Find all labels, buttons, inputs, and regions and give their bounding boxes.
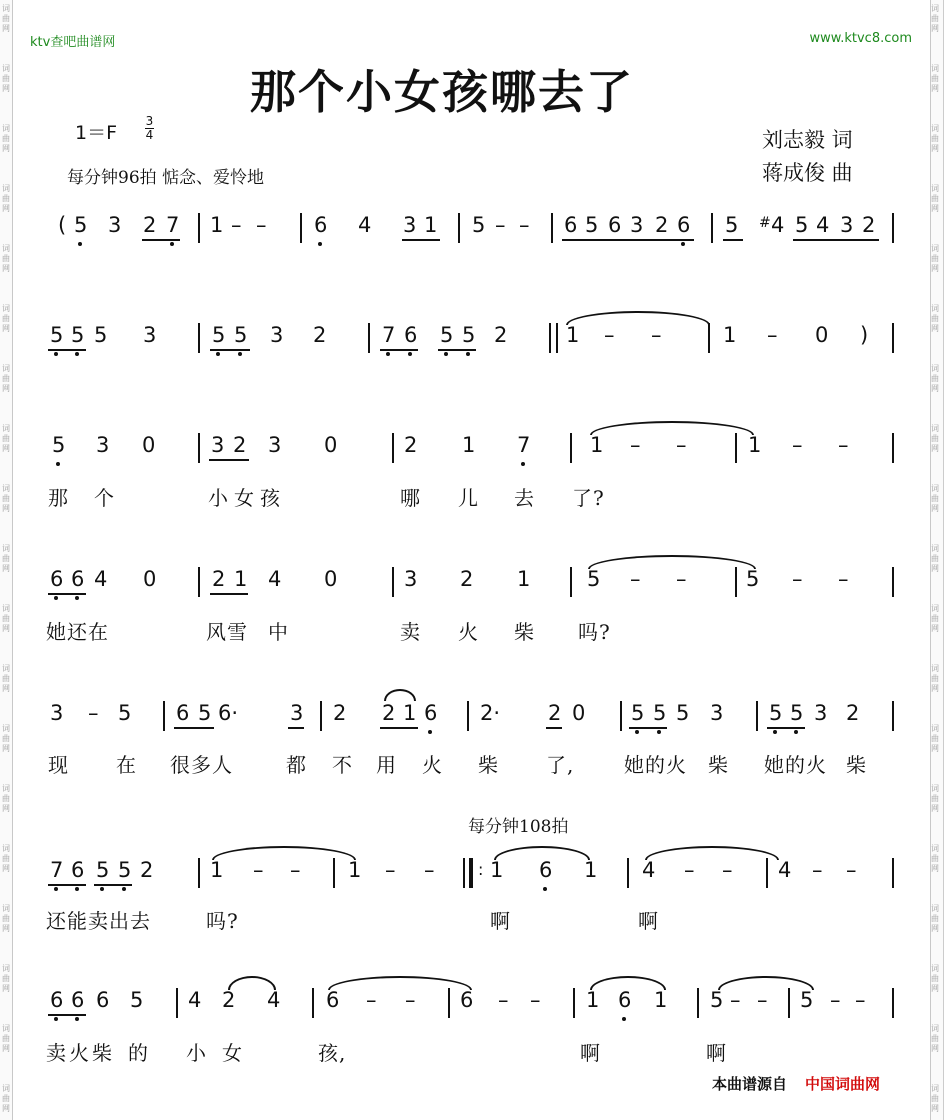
watermark-glyph: 网 — [931, 684, 939, 693]
lyric-word: 儿 — [458, 486, 479, 510]
watermark-glyph: 词 — [2, 604, 10, 613]
lyric-word: 小 — [186, 1041, 207, 1065]
watermark-glyph: 曲 — [2, 374, 10, 383]
score-line-1: ( 5 3 2 7 1 – – 6 4 3 1 5 – – 6 5 6 3 2 6 5 # 4 5 4 3 2 — [0, 213, 944, 243]
watermark-glyph: 词 — [2, 664, 10, 673]
lyric-word: 中 — [268, 620, 289, 644]
watermark-glyph: 网 — [931, 624, 939, 633]
watermark-glyph: 曲 — [2, 974, 10, 983]
score-line-6: 7 6 5 5 2 1 – – 1 – – : 1 6 1 4 – – 4 – – — [0, 858, 944, 888]
lyric-word: 女 — [222, 1041, 243, 1065]
watermark-glyph: 词 — [2, 124, 10, 133]
watermark-glyph: 曲 — [931, 434, 939, 443]
watermark-glyph: 词 — [931, 844, 939, 853]
watermark-glyph: 曲 — [2, 194, 10, 203]
watermark-glyph: 词 — [2, 364, 10, 373]
watermark-glyph: 词 — [2, 424, 10, 433]
watermark-glyph: 网 — [2, 1104, 10, 1113]
lyric-word: 了, — [546, 753, 575, 777]
lyric-word: 吗? — [578, 620, 611, 644]
tempo-marking: 每分钟96拍 惦念、爱怜地 — [67, 168, 265, 188]
watermark-glyph: 曲 — [2, 494, 10, 503]
lyric-word: 卖 — [400, 620, 421, 644]
watermark-glyph: 词 — [2, 304, 10, 313]
watermark-glyph: 曲 — [2, 674, 10, 683]
watermark-glyph: 词 — [931, 1024, 939, 1033]
source-label: 本曲谱源自 — [712, 1075, 788, 1093]
watermark-glyph: 网 — [931, 384, 939, 393]
watermark-glyph: 词 — [931, 364, 939, 373]
watermark-glyph: 词 — [2, 4, 10, 13]
watermark-glyph: 曲 — [931, 494, 939, 503]
lyric-word: 孩, — [318, 1041, 347, 1065]
watermark-glyph: 曲 — [2, 434, 10, 443]
watermark-glyph: 曲 — [2, 314, 10, 323]
watermark-glyph: 网 — [931, 564, 939, 573]
watermark-glyph: 曲 — [931, 734, 939, 743]
lyric-word: 现 — [48, 753, 69, 777]
watermark-glyph: 曲 — [931, 14, 939, 23]
watermark-glyph: 网 — [2, 504, 10, 513]
watermark-glyph: 网 — [931, 204, 939, 213]
watermark-glyph: 网 — [931, 1104, 939, 1113]
watermark-glyph: 曲 — [931, 1034, 939, 1043]
source-credit — [712, 1073, 880, 1094]
watermark-glyph: 曲 — [931, 854, 939, 863]
watermark-glyph: 词 — [931, 904, 939, 913]
watermark-glyph: 网 — [931, 804, 939, 813]
watermark-glyph: 曲 — [2, 914, 10, 923]
watermark-glyph: 网 — [2, 564, 10, 573]
composer-credit: 蒋成俊 曲 — [762, 161, 853, 185]
watermark-glyph: 曲 — [931, 194, 939, 203]
watermark-glyph: 曲 — [2, 1094, 10, 1103]
source-site-link[interactable]: 中国词曲网 — [805, 1075, 881, 1093]
lyric-word: 了? — [572, 486, 605, 510]
watermark-glyph: 词 — [2, 544, 10, 553]
watermark-glyph: 词 — [931, 784, 939, 793]
watermark-glyph: 曲 — [2, 1034, 10, 1043]
lyric-word: 风雪 — [206, 620, 248, 644]
score-line-5: 3 – 5 6 5 6· 3 2 2 1 6 2· 2 0 5 5 5 3 5 5 3 2 — [0, 701, 944, 731]
watermark-glyph: 曲 — [931, 254, 939, 263]
watermark-glyph: 曲 — [2, 14, 10, 23]
watermark-glyph: 曲 — [931, 614, 939, 623]
watermark-glyph: 网 — [931, 864, 939, 873]
lyric-word: 她还在 — [46, 620, 109, 644]
watermark-glyph: 曲 — [931, 974, 939, 983]
watermark-glyph: 曲 — [931, 314, 939, 323]
watermark-glyph: 词 — [931, 184, 939, 193]
watermark-glyph: 网 — [2, 24, 10, 33]
watermark-glyph: 词 — [2, 244, 10, 253]
watermark-glyph: 网 — [2, 924, 10, 933]
watermark-glyph: 词 — [2, 904, 10, 913]
lyric-word: 卖火柴 — [46, 1041, 115, 1065]
watermark-glyph: 曲 — [2, 614, 10, 623]
watermark-glyph: 曲 — [931, 674, 939, 683]
lyric-word: 那 — [48, 486, 69, 510]
watermark-glyph: 网 — [2, 264, 10, 273]
key-signature: 1＝F — [75, 122, 118, 144]
watermark-glyph: 词 — [931, 424, 939, 433]
watermark-glyph: 曲 — [2, 794, 10, 803]
lyric-word: 哪 — [400, 486, 421, 510]
watermark-glyph: 网 — [2, 1044, 10, 1053]
lyric-word: 都 — [286, 753, 307, 777]
watermark-glyph: 网 — [931, 924, 939, 933]
lyric-word: 她的火 — [764, 753, 827, 777]
lyric-word: 她的火 — [624, 753, 687, 777]
watermark-glyph: 词 — [2, 484, 10, 493]
watermark-glyph: 词 — [2, 64, 10, 73]
lyric-word: 柴 — [708, 753, 729, 777]
lyric-word: 柴 — [846, 753, 867, 777]
lyric-word: 火 — [458, 620, 479, 644]
time-signature: 3 4 — [145, 114, 154, 142]
watermark-glyph: 网 — [931, 24, 939, 33]
watermark-glyph: 曲 — [2, 74, 10, 83]
lyric-word: 很多人 — [170, 753, 233, 777]
watermark-glyph: 网 — [931, 324, 939, 333]
watermark-glyph: 网 — [2, 144, 10, 153]
lyric-word: 啊 — [580, 1041, 601, 1065]
watermark-glyph: 词 — [931, 64, 939, 73]
lyric-word: 啊 — [638, 909, 659, 933]
watermark-glyph: 词 — [931, 664, 939, 673]
watermark-glyph: 曲 — [2, 734, 10, 743]
lyric-word: 小女孩 — [208, 486, 286, 510]
watermark-glyph: 词 — [2, 964, 10, 973]
lyric-word: 啊 — [706, 1041, 727, 1065]
watermark-glyph: 词 — [931, 604, 939, 613]
song-title: 那个小女孩哪去了 — [250, 65, 634, 119]
lyric-word: 吗? — [206, 909, 239, 933]
lyric-word: 柴 — [514, 620, 535, 644]
watermark-glyph: 网 — [931, 144, 939, 153]
watermark-glyph: 网 — [931, 1044, 939, 1053]
watermark-glyph: 曲 — [931, 554, 939, 563]
watermark-glyph: 词 — [2, 1024, 10, 1033]
watermark-glyph: 词 — [2, 184, 10, 193]
watermark-glyph: 词 — [931, 544, 939, 553]
watermark-glyph: 词 — [931, 1084, 939, 1093]
watermark-glyph: 曲 — [931, 914, 939, 923]
watermark-glyph: 网 — [2, 804, 10, 813]
watermark-glyph: 网 — [2, 204, 10, 213]
watermark-glyph: 网 — [931, 84, 939, 93]
watermark-glyph: 词 — [931, 124, 939, 133]
watermark-glyph: 网 — [931, 984, 939, 993]
lyric-word: 火 — [422, 753, 443, 777]
score-line-3: 5 3 0 3 2 3 0 2 1 7 1 – – 1 – – — [0, 433, 944, 463]
watermark-glyph: 曲 — [2, 254, 10, 263]
watermark-glyph: 网 — [2, 324, 10, 333]
watermark-glyph: 网 — [2, 384, 10, 393]
watermark-glyph: 网 — [2, 684, 10, 693]
score-line-2: 5 5 5 3 5 5 3 2 7 6 5 5 2 1 – – 1 – 0 ) — [0, 323, 944, 353]
watermark-glyph: 词 — [931, 724, 939, 733]
watermark-glyph: 曲 — [931, 374, 939, 383]
watermark-glyph: 曲 — [931, 1094, 939, 1103]
watermark-glyph: 词 — [931, 244, 939, 253]
site-url-right[interactable]: www.ktvc8.com — [809, 31, 912, 46]
lyric-word: 不 — [332, 753, 353, 777]
watermark-glyph: 词 — [931, 4, 939, 13]
watermark-glyph: 网 — [931, 444, 939, 453]
watermark-glyph: 网 — [2, 744, 10, 753]
watermark-glyph: 词 — [2, 724, 10, 733]
watermark-glyph: 曲 — [2, 554, 10, 563]
tempo-change: 每分钟108拍 — [468, 817, 569, 837]
lyric-word: 啊 — [490, 909, 511, 933]
lyric-word: 的 — [128, 1041, 149, 1065]
watermark-glyph: 词 — [931, 304, 939, 313]
watermark-glyph: 曲 — [931, 134, 939, 143]
watermark-glyph: 词 — [931, 484, 939, 493]
lyric-word: 用 — [376, 753, 397, 777]
watermark-glyph: 曲 — [931, 794, 939, 803]
watermark-glyph: 网 — [2, 624, 10, 633]
watermark-glyph: 曲 — [2, 134, 10, 143]
watermark-glyph: 网 — [2, 984, 10, 993]
watermark-glyph: 网 — [931, 744, 939, 753]
watermark-glyph: 曲 — [2, 854, 10, 863]
watermark-glyph: 网 — [931, 264, 939, 273]
watermark-glyph: 网 — [2, 864, 10, 873]
watermark-glyph: 网 — [2, 84, 10, 93]
lyric-word: 柴 — [478, 753, 499, 777]
lyricist-credit: 刘志毅 词 — [762, 128, 853, 152]
lyric-word: 个 — [94, 486, 115, 510]
watermark-glyph: 网 — [931, 504, 939, 513]
watermark-glyph: 词 — [2, 844, 10, 853]
watermark-glyph: 网 — [2, 444, 10, 453]
lyric-word: 在 — [116, 753, 137, 777]
watermark-glyph: 曲 — [931, 74, 939, 83]
watermark-glyph: 词 — [931, 964, 939, 973]
lyric-word: 去 — [514, 486, 535, 510]
watermark-glyph: 词 — [2, 784, 10, 793]
lyric-word: 还能卖出去 — [46, 909, 151, 933]
score-line-7: 6 6 6 5 4 2 4 6 – – 6 – – 1 6 1 5 – – 5 – – — [0, 988, 944, 1018]
score-line-4: 6 6 4 0 2 1 4 0 3 2 1 5 – – 5 – – — [0, 567, 944, 597]
watermark-glyph: 词 — [2, 1084, 10, 1093]
site-name-left[interactable]: ktv查吧曲谱网 — [30, 35, 116, 50]
